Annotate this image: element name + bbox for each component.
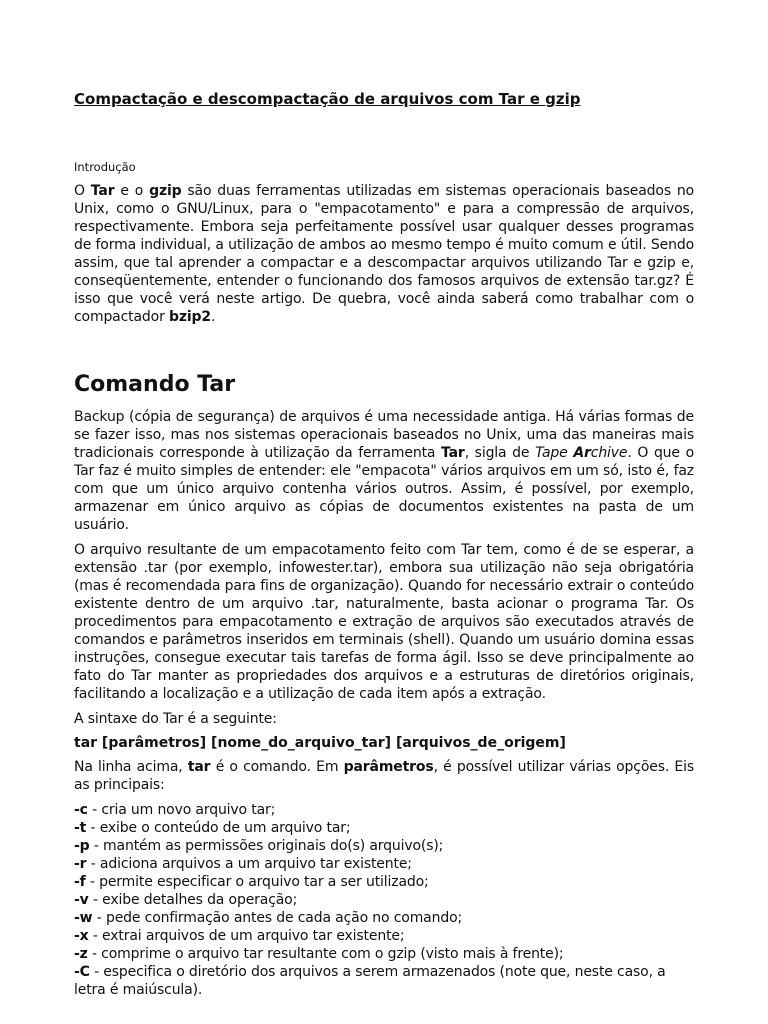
option-flag: -c (74, 802, 88, 818)
option-flag: -f (74, 874, 86, 890)
intro-text: . (210, 309, 216, 325)
paragraph-backup (74, 408, 694, 534)
option-desc: - adiciona arquivos a um arquivo tar existente; (86, 856, 412, 872)
paragraph-text: . O que o Tar faz é muito simples de entender: ele "empacota" vários arquivos em um só, isto é, faz com que um único arquivo contenha vários outros. Assim, é possível, por exemplo, armazenar em único arquivo as cópias de documentos existentes na pasta de um usuário. (74, 445, 694, 533)
paragraph-text: , sigla de (464, 445, 536, 461)
option-flag: -t (74, 820, 87, 836)
option-item (74, 837, 694, 855)
paragraph-sintaxe: A sintaxe do Tar é a seguinte: (74, 711, 277, 727)
bold-tar: Tar (441, 445, 465, 461)
option-item (74, 855, 694, 873)
intro-label: Introdução (74, 160, 136, 174)
intro-text: são duas ferramentas utilizadas em sistemas operacionais baseados no Unix, como o GNU/Linux, para o "empacotamento" e para a compressão de arquivos, respectivamente. Embora seja perfeitamente possível usar qualquer desses programas de forma individual, a utilização de ambos ao mesmo tempo é muito comum e útil. Sendo assim, que tal aprender a compactar e a descompactar arquivos utilizando Tar e gzip e, conseqüentemente, entender o funcionando dos famosos arquivos de extensão tar.gz? É isso que você verá neste artigo. De quebra, você ainda saberá como trabalhar com o compactador (74, 183, 695, 325)
intro-bold-gzip: gzip (149, 183, 182, 199)
section-body (74, 408, 694, 999)
option-desc: - pede confirmação antes de cada ação no comando; (92, 910, 463, 926)
option-desc: - mantém as permissões originais do(s) arquivo(s); (89, 838, 444, 854)
paragraph-text: , é possível utilizar várias opções. Eis as principais: (74, 759, 694, 793)
option-item (74, 801, 694, 819)
intro-text: O (74, 183, 91, 199)
option-flag: -p (74, 838, 90, 854)
option-flag: -x (74, 928, 89, 944)
option-item (74, 891, 694, 909)
option-flag: -w (74, 910, 93, 926)
option-item (74, 963, 694, 999)
option-desc: - comprime o arquivo tar resultante com o gzip (visto mais à frente); (87, 946, 564, 962)
option-desc: - especifica o diretório dos arquivos a serem armazenados (note que, neste caso, a letra é maiúscula). (74, 964, 666, 998)
paragraph-text: é o comando. Em (210, 759, 344, 775)
option-item (74, 945, 694, 963)
paragraph-parametros (74, 758, 694, 794)
option-desc: - exibe o conteúdo de um arquivo tar; (86, 820, 351, 836)
intro-bold-tar: Tar (90, 183, 115, 199)
bold-tar-command: tar (187, 759, 211, 775)
bold-parametros: parâmetros (343, 759, 434, 775)
option-flag: -r (74, 856, 87, 872)
option-item (74, 873, 694, 891)
section-heading: Comando Tar (74, 372, 236, 397)
option-desc: - cria um novo arquivo tar; (87, 802, 276, 818)
italic-tape: Tape (535, 445, 574, 461)
intro-bold-bzip2: bzip2 (169, 309, 211, 325)
intro-text: e o (114, 183, 150, 199)
option-desc: - permite especificar o arquivo tar a ser utilizado; (85, 874, 429, 890)
intro-paragraph (74, 182, 694, 326)
paragraph-resultante: O arquivo resultante de um empacotamento feito com Tar tem, como é de se esperar, a extensão .tar (por exemplo, infowester.tar), embora sua utilização não seja obrigatória (mas é recomendada para fins de organização). Quando for necessário extrair o conteúdo existente dentro de um arquivo .tar, naturalmente, basta acionar o programa Tar. Os procedimentos para empacotamento e extração de arquivos são executados através de comandos e parâmetros inseridos em terminais (shell). Quando um usuário domina essas instruções, consegue executar tais tarefas de forma ágil. Isso se deve principalmente ao fato do Tar manter as propriedades dos arquivos e a estruturas de diretórios originais, facilitando a localização e a utilização de cada item após a extração. (74, 542, 694, 702)
paragraph-text: Backup (cópia de segurança) de arquivos é uma necessidade antiga. Há várias formas de se fazer isso, mas nos sistemas operacionais baseados no Unix, uma das maneiras mais tradicionais corresponde à utilização da ferramenta (74, 409, 694, 461)
option-flag: -v (74, 892, 89, 908)
italic-chive: chive (590, 445, 628, 461)
option-desc: - extrai arquivos de um arquivo tar existente; (88, 928, 405, 944)
options-list (74, 801, 694, 999)
option-flag: -z (74, 946, 88, 962)
option-flag: -C (74, 964, 90, 980)
option-item (74, 927, 694, 945)
bold-italic-ar: Ar (573, 445, 591, 461)
document-title: Compactação e descompactação de arquivos com Tar e gzip (74, 90, 581, 108)
option-item (74, 819, 694, 837)
option-item (74, 909, 694, 927)
paragraph-text: Na linha acima, (74, 759, 188, 775)
syntax-line: tar [parâmetros] [nome_do_arquivo_tar] [arquivos_de_origem] (74, 735, 566, 751)
option-desc: - exibe detalhes da operação; (88, 892, 298, 908)
